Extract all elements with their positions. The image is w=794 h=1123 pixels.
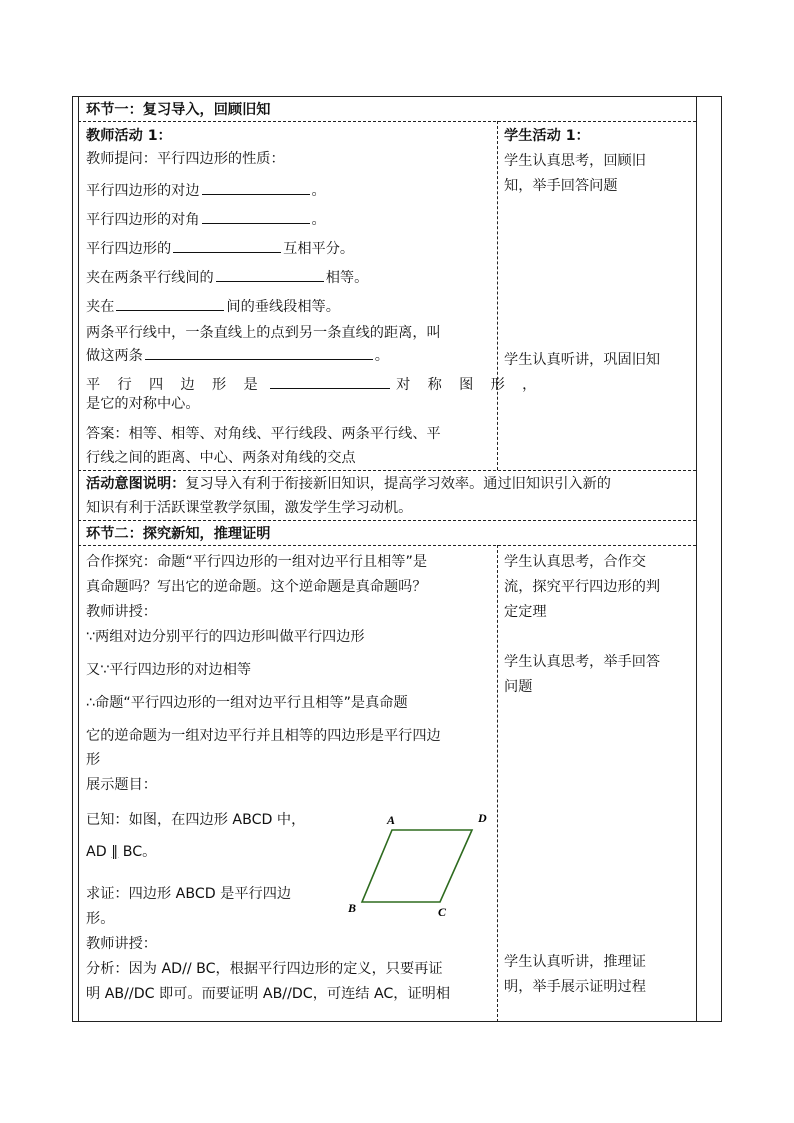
blank: [202, 208, 310, 224]
student-line: 学生认真听讲，巩固旧知: [504, 352, 661, 368]
student-line: 知，举手回答问题: [504, 178, 618, 194]
analysis-line2: 明 AB//DC 即可。而要证明 AB//DC，可连结 AC，证明相: [86, 986, 451, 1002]
symmetry-line2: 是它的对称中心。: [86, 396, 200, 412]
student-activity-title: 学生活动 1：: [504, 128, 590, 144]
given-line1: 已知：如图，在四边形 ABCD 中，: [86, 812, 306, 828]
student-line: 学生认真思考，合作交: [504, 554, 646, 570]
student-line: 学生认真思考，回顾旧: [504, 153, 646, 169]
intent-line2: 知识有利于活跃课堂教学氛围，激发学生学习动机。: [86, 500, 413, 516]
symmetry-line1: 平 行 四 边 形 是 对 称 图 形 ，: [86, 373, 543, 395]
explore-line2: 真命题吗？写出它的逆命题。这个逆命题是真命题吗？: [86, 579, 427, 595]
section1-header: 环节一：复习导入，回顾旧知: [86, 102, 271, 118]
section2-header: 环节二：探究新知，推理证明: [86, 526, 271, 542]
answer-line2: 行线之间的距离、中心、两条对角线的交点: [86, 450, 356, 466]
converse-line2: 形: [86, 752, 101, 768]
distance-definition-line2: 做这两条 。: [86, 344, 389, 366]
blank: [202, 179, 310, 195]
analysis-line1: 分析：因为 AD// BC，根据平行四边形的定义，只要再证: [86, 961, 443, 977]
intent-line1: 活动意图说明：复习导入有利于衔接新旧知识，提高学习效率。通过旧知识引入新的: [86, 476, 611, 492]
inner-left-border: [78, 96, 79, 1022]
lecture-title-2: 教师讲授：: [86, 936, 157, 952]
given-line2: AD ∥ BC。: [86, 844, 157, 860]
fill-line-3: 平行四边形的 互相平分。: [86, 237, 354, 259]
blank: [145, 344, 373, 360]
fill-line-2: 平行四边形的对角 。: [86, 208, 326, 230]
prove-line2: 形。: [86, 911, 115, 927]
vertex-label-a: A: [387, 813, 396, 827]
fill-line-4: 夹在两条平行线间的 相等。: [86, 266, 368, 288]
converse-line1: 它的逆命题为一组对边平行并且相等的四边形是平行四边: [86, 728, 441, 744]
student-line: 问题: [504, 679, 533, 695]
prove-line1: 求证：四边形 ABCD 是平行四边: [86, 886, 292, 902]
student-line: 定定理: [504, 604, 547, 620]
show-problem: 展示题目：: [86, 777, 157, 793]
blank: [216, 266, 324, 282]
fill-line-5: 夹在 间的垂线段相等。: [86, 295, 340, 317]
vertex-label-b: B: [348, 901, 357, 915]
fill-line-1: 平行四边形的对边 。: [86, 179, 326, 201]
parallelogram-shape: [362, 830, 472, 902]
explore-line1: 合作探究：命题“平行四边形的一组对边平行且相等”是: [86, 554, 428, 570]
student-line: 明，举手展示证明过程: [504, 979, 646, 995]
lecture-title: 教师讲授：: [86, 604, 157, 620]
row-separator: [78, 545, 696, 546]
student-line: 学生认真听讲，推理证: [504, 954, 646, 970]
parallel-equal-symbol: ∥: [111, 844, 119, 860]
proof-line2: 又∵平行四边形的对边相等: [86, 662, 252, 678]
parallelogram-figure: [340, 808, 500, 920]
vertex-label-c: C: [438, 905, 447, 919]
answer-line1: 答案：相等、相等、对角线、平行线段、两条平行线、平: [86, 426, 441, 442]
column-divider-2: [497, 545, 498, 1022]
proof-line3: ∴命题“平行四边形的一组对边平行且相等”是真命题: [86, 695, 408, 711]
inner-right-border: [696, 96, 697, 1022]
blank: [173, 237, 281, 253]
distance-definition-line1: 两条平行线中，一条直线上的点到另一条直线的距离，叫: [86, 325, 441, 341]
vertex-label-d: D: [478, 811, 487, 825]
proof-line1: ∵两组对边分别平行的四边形叫做平行四边形: [86, 629, 365, 645]
row-separator: [78, 470, 696, 471]
row-separator: [78, 121, 696, 122]
teacher-question: 教师提问：平行四边形的性质：: [86, 151, 285, 167]
student-line: 流，探究平行四边形的判: [504, 579, 661, 595]
blank: [270, 373, 390, 389]
column-divider-1: [497, 121, 498, 470]
row-separator: [78, 520, 696, 521]
student-line: 学生认真思考，举手回答: [504, 654, 661, 670]
blank: [116, 295, 224, 311]
teacher-activity-title: 教师活动 1：: [86, 128, 172, 144]
